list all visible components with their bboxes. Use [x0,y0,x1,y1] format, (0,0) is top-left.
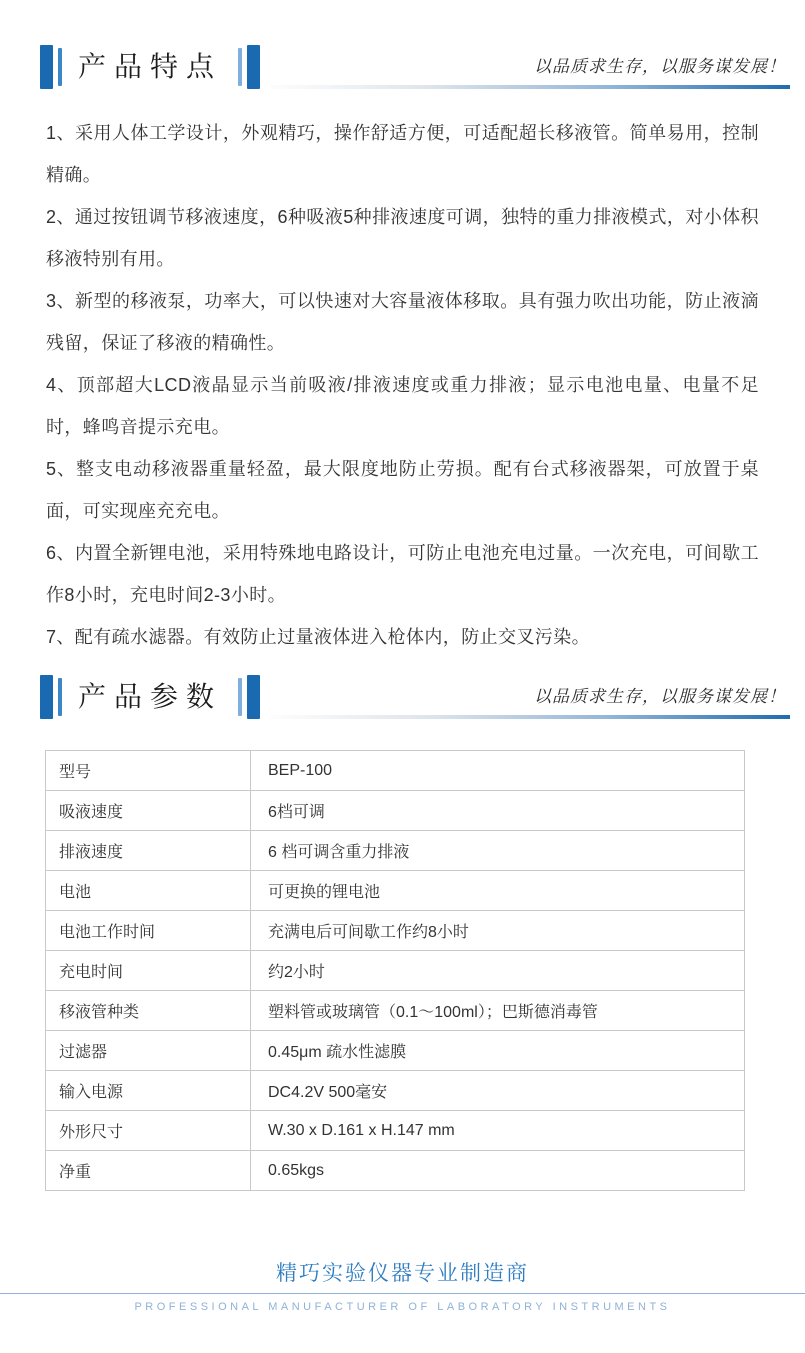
params-section [0,658,805,1191]
features-section-header [40,44,790,90]
accent-bar-thin-left [58,48,62,86]
table-row [46,991,745,1031]
feature-item-4: 4、顶部超大LCD液晶显示当前吸液/排液速度或重力排液；显示电池电量、电量不足时，蜂鸣音提示充电。 [46,375,759,437]
param-label: 过滤器 [46,1031,251,1071]
feature-item-5: 5、整支电动移液器重量轻盈，最大限度地防止劳损。配有台式移液器架，可放置于桌面，可实现座充充电。 [46,459,759,521]
footer-divider [0,1293,805,1294]
param-value: BEP-100 [251,751,745,791]
param-value: 可更换的锂电池 [251,871,745,911]
accent-bar-thick-right [247,675,260,719]
company-slogan: 以品质求生存，以服务谋发展！ [534,686,786,706]
features-section [0,0,805,658]
table-row [46,831,745,871]
param-value: 0.45μm 疏水性滤膜 [251,1031,745,1071]
table-row [46,1151,745,1191]
param-value: 塑料管或玻璃管（0.1～100ml）；巴斯德消毒管 [251,991,745,1031]
feature-item-1: 1、采用人体工学设计，外观精巧，操作舒适方便，可适配超长移液管。简单易用，控制精确。 [46,123,759,185]
header-right-area [260,674,790,720]
param-value: 约2小时 [251,951,745,991]
param-label: 电池工作时间 [46,911,251,951]
feature-item-2: 2、通过按钮调节移液速度，6种吸液5种排液速度可调，独特的重力排液模式，对小体积移液特别有用。 [46,207,759,269]
table-row [46,951,745,991]
accent-bar-thick-right [247,45,260,89]
footer-subtitle: PROFESSIONAL MANUFACTURER OF LABORATORY INSTRUMENTS [134,1301,671,1313]
param-value: 6 档可调含重力排液 [251,831,745,871]
table-row [46,1071,745,1111]
accent-bar-thin-right [238,678,242,716]
accent-bar-thick-left [40,45,53,89]
param-value: 6档可调 [251,791,745,831]
param-label: 电池 [46,871,251,911]
feature-item-7: 7、配有疏水滤器。有效防止过量液体进入枪体内，防止交叉污染。 [46,627,591,647]
header-gradient-divider [270,715,790,719]
param-value: W.30 x D.161 x H.147 mm [251,1111,745,1151]
accent-bar-thin-left [58,678,62,716]
param-label: 移液管种类 [46,991,251,1031]
page-footer [0,1257,805,1313]
footer-title: 精巧实验仪器专业制造商 [276,1262,529,1285]
table-row [46,1111,745,1151]
accent-bar-thin-right [238,48,242,86]
accent-bar-thick-left [40,675,53,719]
table-row [46,911,745,951]
param-value: 0.65kgs [251,1151,745,1191]
param-label: 净重 [46,1151,251,1191]
feature-list [46,112,759,658]
param-label: 充电时间 [46,951,251,991]
param-label: 吸液速度 [46,791,251,831]
table-row [46,871,745,911]
header-right-area [260,44,790,90]
params-section-header [40,674,790,720]
section-title-params: 产品参数 [78,681,223,712]
header-gradient-divider [270,85,790,89]
table-row [46,791,745,831]
section-title-features: 产品特点 [78,51,223,82]
param-label: 外形尺寸 [46,1111,251,1151]
table-row [46,751,745,791]
param-value: 充满电后可间歇工作约8小时 [251,911,745,951]
param-label: 输入电源 [46,1071,251,1111]
table-row [46,1031,745,1071]
params-table [45,750,745,1191]
company-slogan: 以品质求生存，以服务谋发展！ [534,56,786,76]
feature-item-3: 3、新型的移液泵，功率大，可以快速对大容量液体移取。具有强力吹出功能，防止液滴残留，保证了移液的精确性。 [46,291,759,353]
feature-item-6: 6、内置全新锂电池，采用特殊地电路设计，可防止电池充电过量。一次充电，可间歇工作8小时，充电时间2-3小时。 [46,543,759,605]
param-label: 排液速度 [46,831,251,871]
param-label: 型号 [46,751,251,791]
param-value: DC4.2V 500毫安 [251,1071,745,1111]
